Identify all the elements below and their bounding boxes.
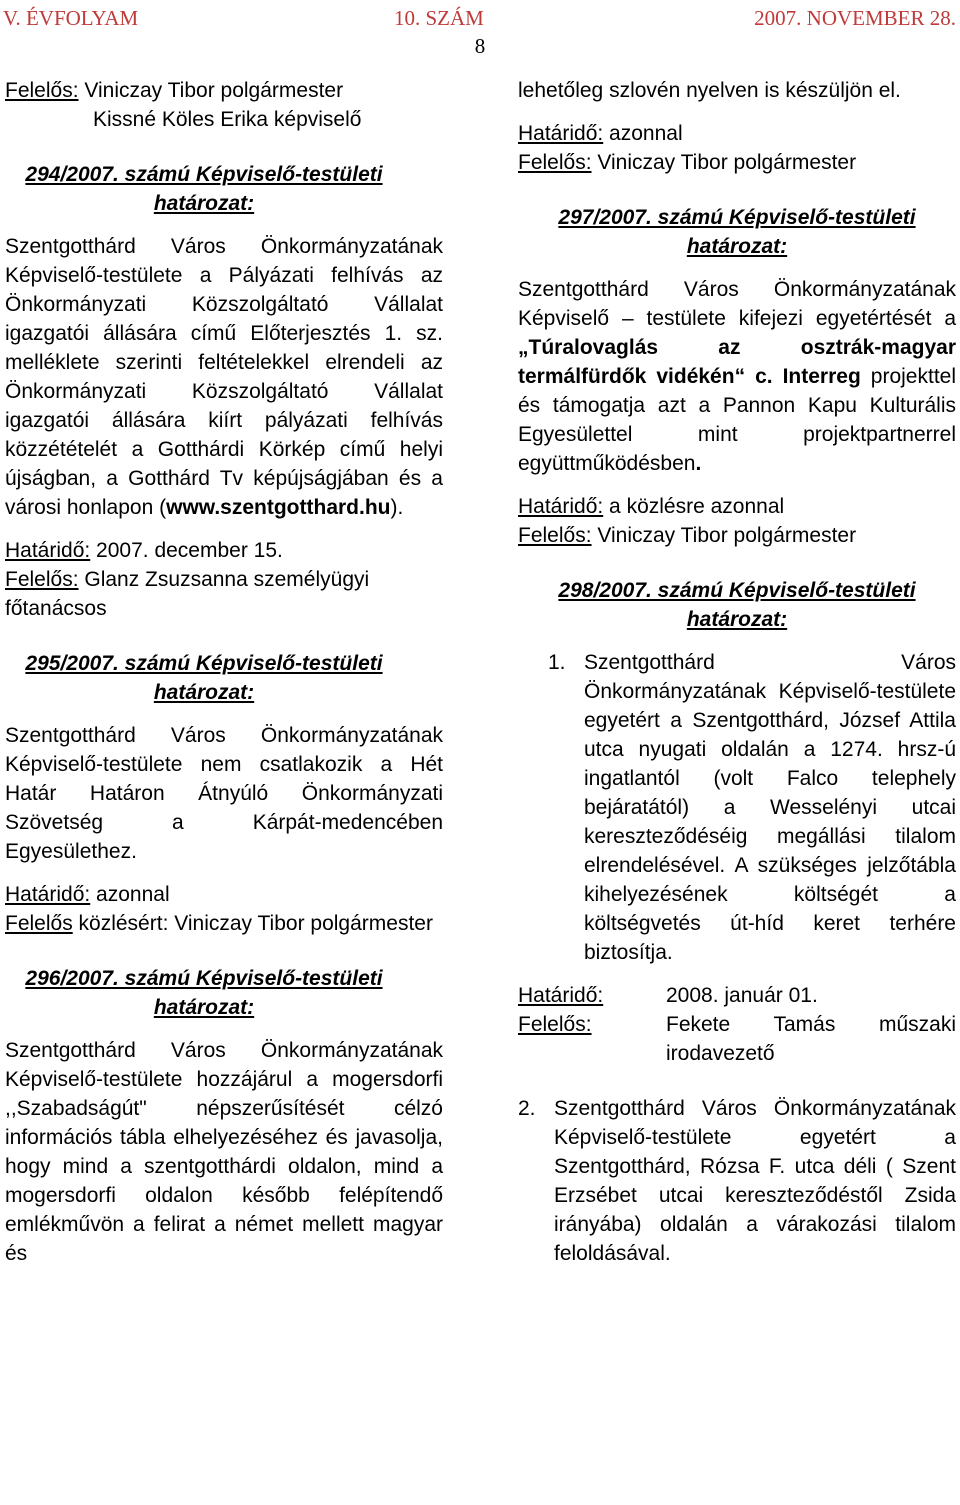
resolution-297-period: . <box>695 452 702 475</box>
resolution-296-body: Szentgotthárd Város Önkormányzatának Képviselő-testülete hozzájárul a mogersdorfi ,,Szabadságút" népszerűsítését célzó információs tábla elhelyezéséhez és javasolja, hogy mind a szentgotthárdi oldalon, mind a mogersdorfi oldalon később felépítendő emlékművön a felirat a német mellett magyar és <box>5 1039 443 1265</box>
resolution-298-item-2 <box>518 1094 956 1268</box>
resolution-294-text: Szentgotthárd Város Önkormányzatának Képviselő-testülete a Pályázati felhívás az Önkormányzati Közszolgáltató Vállalat igazgatói állására című Előterjesztés 1. sz. melléklete szerinti feltételekkel elrendeli az Önkormányzati Közszolgáltató Vállalat igazgatói állására kiírt pályázati felhívás közzétételét a Gotthárdi Körkép című helyi újságban, a Gotthárd Tv képújságjában és a városi honlapon ( <box>5 235 443 519</box>
resolution-294-text-end: ). <box>390 496 404 519</box>
resolution-297-title: 297/2007. számú Képviselő-testületi határozat: <box>558 206 916 258</box>
resolution-295-responsible <box>5 909 443 938</box>
resolution-298-item-1 <box>518 648 956 967</box>
item-1-responsible <box>518 1010 956 1068</box>
continuation-deadline <box>518 119 956 148</box>
resolution-297-body <box>518 275 956 478</box>
deadline-label: Határidő: <box>5 539 91 562</box>
header-volume: V. ÉVFOLYAM <box>3 6 139 30</box>
item-text: Szentgotthárd Város Önkormányzatának Képviselő-testülete egyetért a Szentgotthárd, Rózsa F. utca déli ( Szent Erzsébet utcai kereszteződéstől Zsida irányába) oldalán a várakozási tilalom feloldásával. <box>554 1097 956 1265</box>
resolution-297-responsible <box>518 521 956 550</box>
resolution-297-deadline <box>518 492 956 521</box>
resolution-297-text: Szentgotthárd Város Önkormányzatának Képviselő – testülete kifejezi egyetértését a <box>518 278 956 330</box>
left-column <box>5 76 443 1268</box>
responsible-value: Viniczay Tibor polgármester <box>78 79 344 102</box>
item-1-deadline <box>518 981 956 1010</box>
responsible-value: Fekete Tamás műszaki irodavezető <box>666 1013 956 1065</box>
continuation-responsible <box>518 148 956 177</box>
deadline-value: azonnal <box>90 883 170 906</box>
resolution-294-responsible <box>5 565 443 623</box>
deadline-value: 2007. december 15. <box>90 539 283 562</box>
page-header <box>0 4 960 60</box>
resolution-295-body: Szentgotthárd Város Önkormányzatának Képviselő-testülete nem csatlakozik a Hét Határ Határon Átnyúló Önkormányzati Szövetség a Kárpát-medencében Egyesülethez. <box>5 724 443 863</box>
resolution-294-body <box>5 232 443 522</box>
deadline-value: 2008. január 01. <box>666 984 818 1007</box>
responsible-label: Felelős: <box>518 151 592 174</box>
right-column <box>518 76 956 1268</box>
item-text: Szentgotthárd Város Önkormányzatának Képviselő-testülete egyetért a Szentgotthárd, József Attila utca nyugati oldalán a 1274. hrsz-ú ingatlantól (volt Falco telephely bejáratától) a Wesselényi utcai kereszteződéséig megállási tilalom elrendelésével. A szükséges jelzőtábla kihelyezésének költségét a költségvetés út-híd keret terhére biztosítja. <box>584 651 956 964</box>
deadline-label: Határidő: <box>518 984 604 1007</box>
responsible-label: Felelős: <box>5 568 79 591</box>
resolution-294-title: 294/2007. számú Képviselő-testületi határozat: <box>25 163 383 215</box>
resolution-295-title: 295/2007. számú Képviselő-testületi határozat: <box>25 652 383 704</box>
deadline-label: Határidő: <box>518 495 604 518</box>
header-date: 2007. NOVEMBER 28. <box>754 6 956 30</box>
continuation-text: lehetőleg szlovén nyelven is készüljön el. <box>518 79 901 102</box>
project-name: „Túralovaglás az osztrák-magyar termálfürdők vidékén“ c. Interreg <box>518 336 956 388</box>
deadline-value: azonnal <box>603 122 683 145</box>
resolution-295-deadline <box>5 880 443 909</box>
item-number: 1. <box>548 651 566 674</box>
deadline-label: Határidő: <box>5 883 91 906</box>
responsible-label: Felelős: <box>5 79 79 102</box>
deadline-value: a közlésre azonnal <box>603 495 785 518</box>
responsible-value: Viniczay Tibor polgármester <box>591 524 857 547</box>
resolution-297-text-end: projekttel és támogatja azt a Pannon Kapu Kulturális Egyesülettel mint projektpartnerrel együttműködésben <box>518 365 956 475</box>
resolution-296-title: 296/2007. számú Képviselő-testületi határozat: <box>25 967 383 1019</box>
responsible-label: Felelős: <box>518 1013 592 1036</box>
deadline-label: Határidő: <box>518 122 604 145</box>
responsible-label: Felelős: <box>518 524 592 547</box>
responsible-line-2: Kissné Köles Erika képviselő <box>93 108 362 131</box>
item-number: 2. <box>518 1097 536 1120</box>
resolution-298-title: 298/2007. számú Képviselő-testületi határozat: <box>558 579 916 631</box>
responsible-value: Viniczay Tibor polgármester <box>591 151 857 174</box>
header-issue: 10. SZÁM <box>394 6 484 30</box>
website-link[interactable]: www.szentgotthard.hu <box>166 496 391 519</box>
responsible-line <box>5 76 443 105</box>
resolution-294-deadline <box>5 536 443 565</box>
responsible-value: Glanz Zsuzsanna személyügyi főtanácsos <box>5 568 370 620</box>
responsible-label: Felelős <box>5 912 73 935</box>
responsible-value: közlésért: Viniczay Tibor polgármester <box>72 912 433 935</box>
page-number: 8 <box>474 34 486 58</box>
